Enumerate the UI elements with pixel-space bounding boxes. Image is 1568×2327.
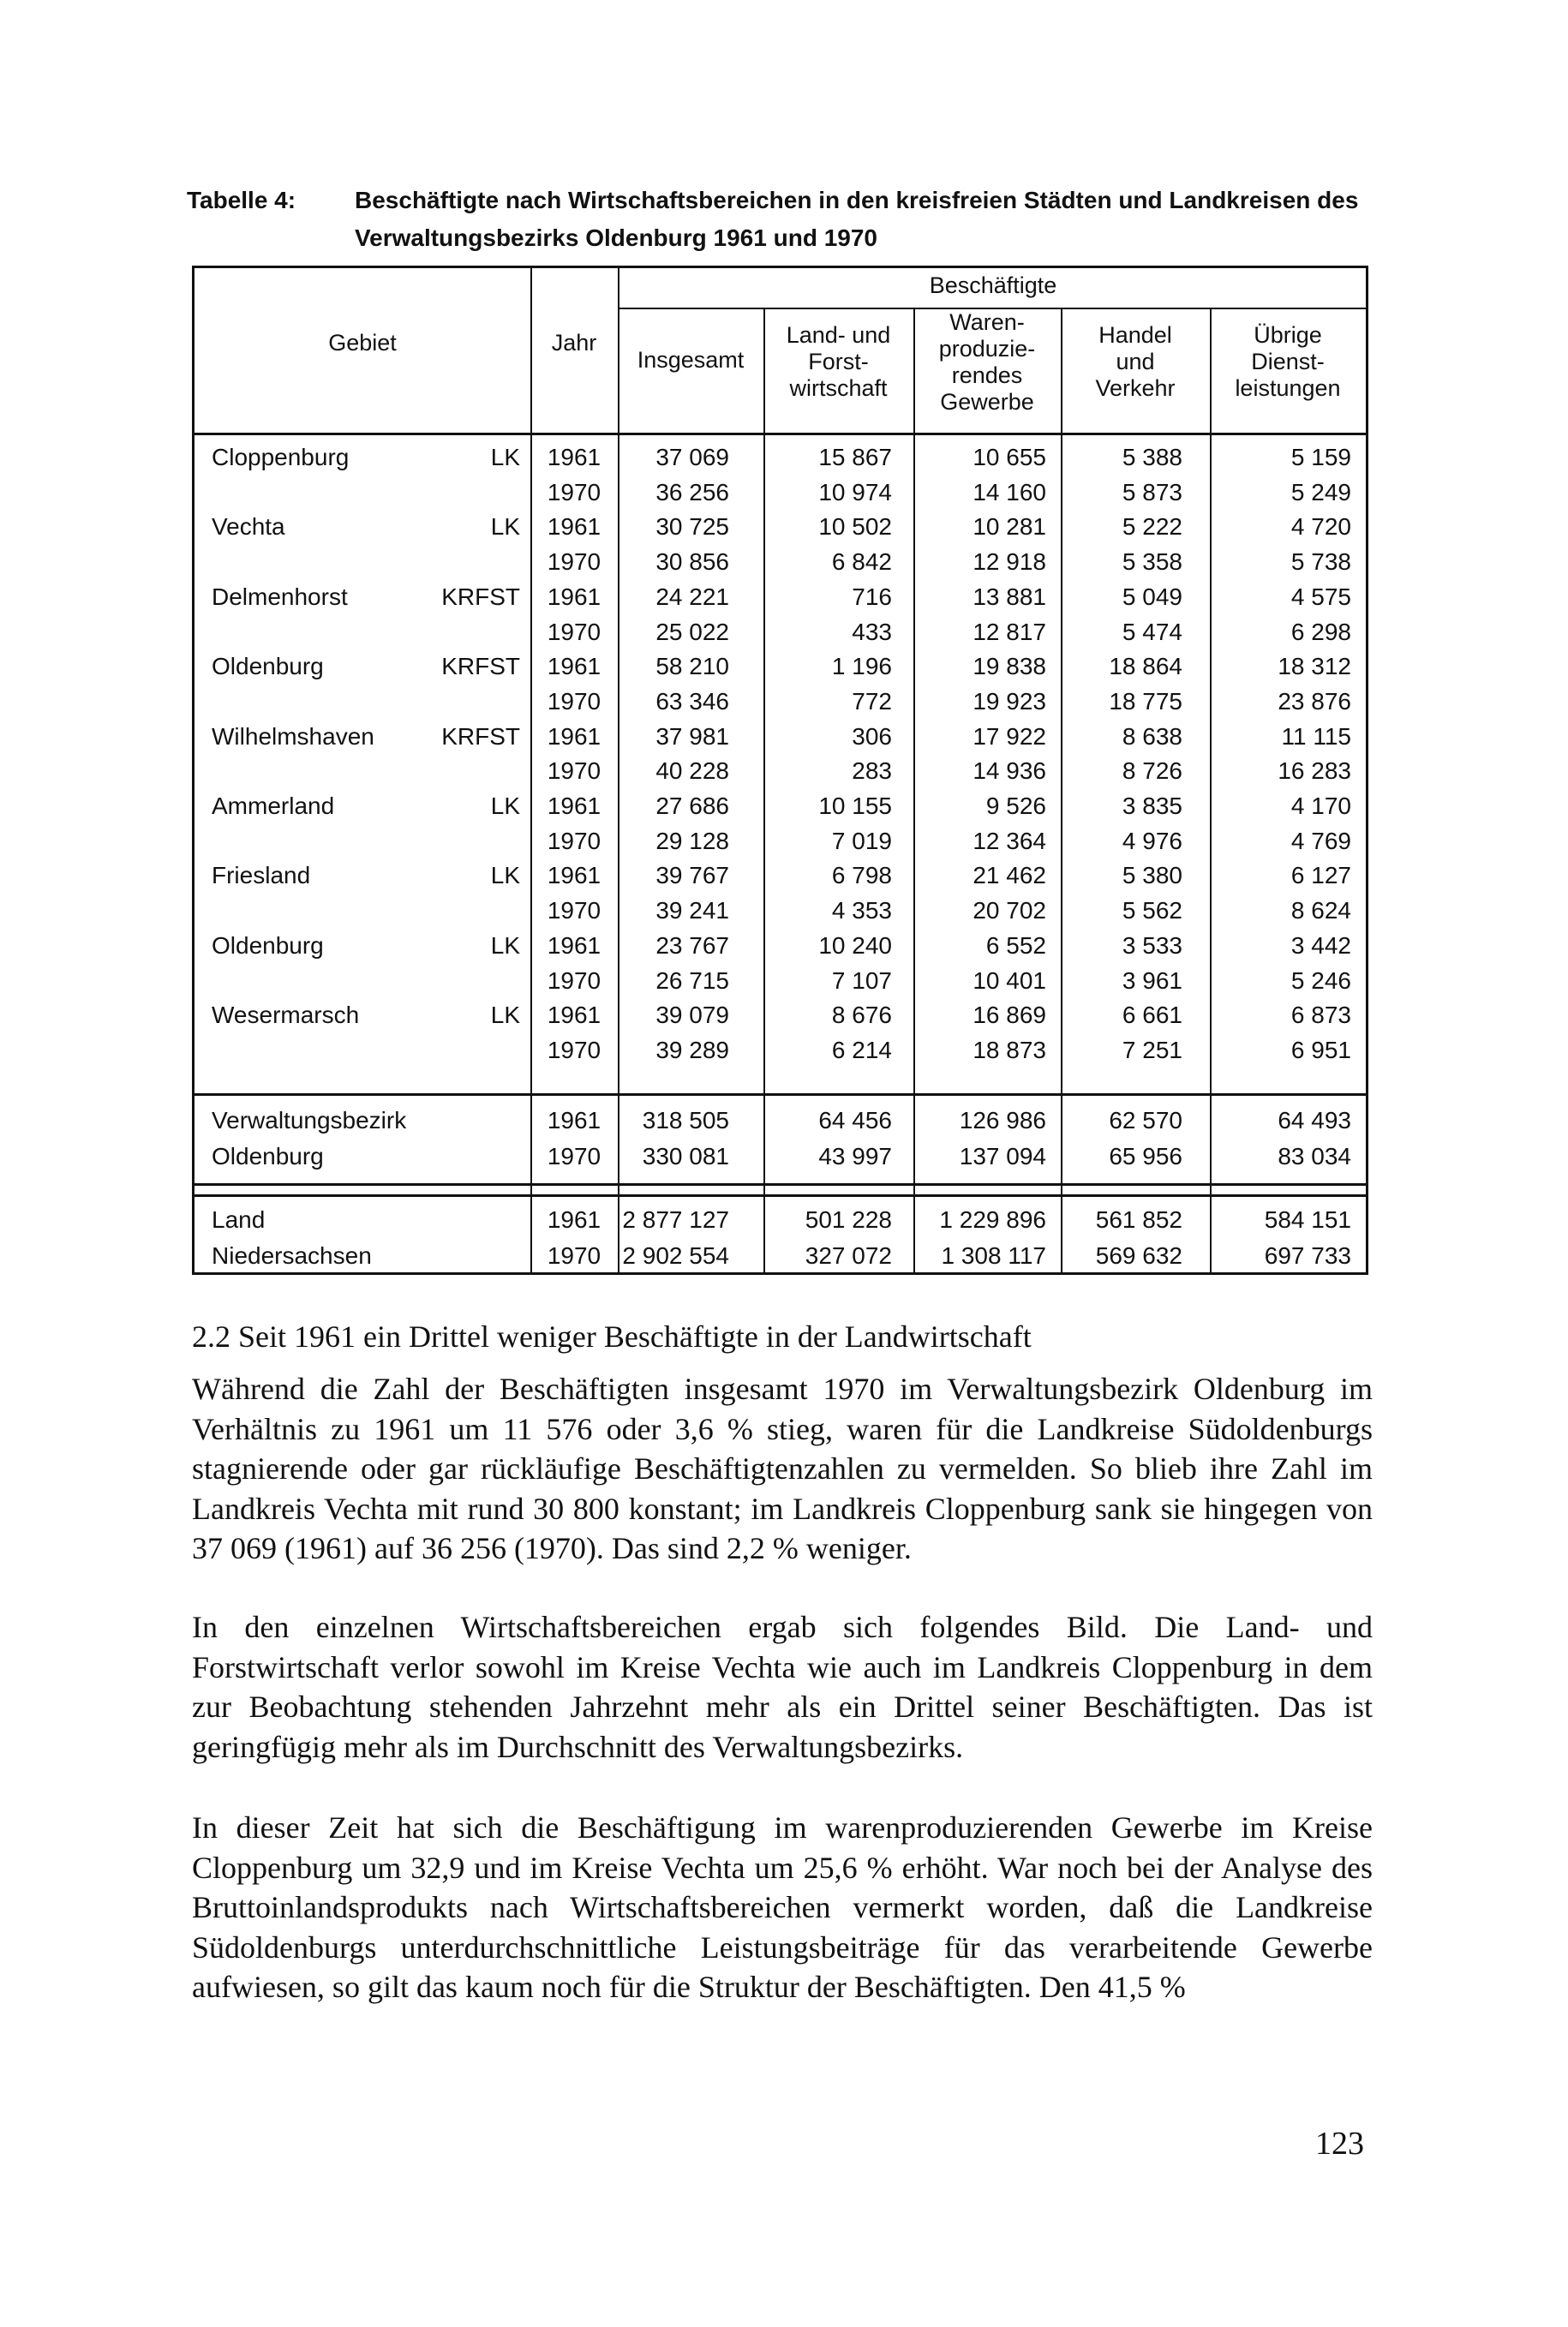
table-row-land: 15 867 [818, 444, 892, 470]
table-row-handel: 3 533 [1122, 931, 1182, 959]
bezirk-row-handel: 65 956 [1109, 1143, 1182, 1169]
table-row-jahr: 1961 [547, 653, 601, 680]
table-row-waren: 14 936 [973, 757, 1046, 785]
table-row-jahr: 1970 [547, 618, 601, 645]
table-row-ueb: 5 246 [1290, 966, 1351, 994]
bezirk-rule [195, 1093, 1368, 1096]
table-row-handel: 8 638 [1122, 722, 1182, 750]
table-row-gebiet: Oldenburg [212, 931, 324, 959]
table-row-ins: 23 767 [655, 931, 729, 959]
table-row-waren: 10 655 [973, 444, 1046, 470]
land-row-land: 501 228 [805, 1206, 892, 1233]
table-row-jahr: 1970 [547, 1036, 601, 1063]
table-row-gebiet: Oldenburg [212, 653, 324, 680]
header-handel [1061, 322, 1210, 402]
table-row-land: 433 [852, 618, 892, 645]
header-line: und [1116, 349, 1155, 374]
table-row-ueb: 4 720 [1290, 513, 1351, 541]
table-row-waren: 10 401 [973, 966, 1046, 994]
table-row-ins: 40 228 [655, 757, 729, 785]
table-row-ins: 29 128 [655, 827, 729, 854]
land-row-waren: 1 308 117 [941, 1242, 1046, 1269]
bezirk-row-ins: 330 081 [642, 1143, 729, 1169]
table-row-ueb: 6 298 [1290, 618, 1351, 645]
table-row-handel: 8 726 [1122, 757, 1182, 785]
table-row-ueb: 5 249 [1290, 478, 1351, 505]
table-row-typ: LK [490, 931, 520, 959]
table-row-ins: 25 022 [655, 618, 729, 645]
table-row-land: 4 353 [831, 897, 892, 924]
table-row-ueb: 5 159 [1290, 444, 1351, 470]
table-row-jahr: 1970 [547, 757, 601, 785]
table-row-ueb: 6 951 [1290, 1036, 1351, 1063]
land-row-jahr: 1961 [547, 1206, 601, 1233]
table-row-jahr: 1970 [547, 478, 601, 505]
table-row-gebiet: Wesermarsch [212, 1002, 360, 1029]
employment-table [192, 266, 1368, 1275]
table-row-ueb: 4 769 [1290, 827, 1351, 854]
table-row-land: 1 196 [831, 653, 892, 680]
header-bottom-rule [195, 433, 1368, 435]
table-row-handel: 7 251 [1122, 1036, 1182, 1063]
table-row-ueb: 3 442 [1290, 931, 1351, 959]
table-row-handel: 5 222 [1122, 513, 1182, 541]
table-row-ins: 36 256 [655, 478, 729, 505]
land-row-ueb: 697 733 [1264, 1242, 1351, 1269]
table-row-land: 6 842 [831, 548, 892, 576]
table-row-ins: 39 767 [655, 862, 729, 889]
land-row-ueb: 584 151 [1264, 1206, 1351, 1233]
table-row-ins: 37 069 [655, 444, 729, 470]
table-row-land: 7 107 [831, 966, 892, 994]
table-row-ins: 39 079 [655, 1002, 729, 1029]
table-row-land: 6 798 [831, 862, 892, 889]
table-row-land: 6 214 [831, 1036, 892, 1063]
table-row-handel: 3 961 [1122, 966, 1182, 994]
land-row-handel: 569 632 [1095, 1242, 1182, 1269]
bezirk-row-handel: 62 570 [1109, 1107, 1182, 1134]
header-land-forst [763, 322, 913, 402]
table-row-ins: 27 686 [655, 793, 729, 819]
table-row-jahr: 1961 [547, 931, 601, 959]
table-row-ins: 58 210 [655, 653, 729, 680]
header-line: Dienst- [1251, 349, 1325, 374]
table-row-jahr: 1970 [547, 966, 601, 994]
table-row-gebiet: Wilhelmshaven [212, 722, 374, 750]
table-row-waren: 10 281 [973, 513, 1046, 541]
paragraph-1: Während die Zahl der Beschäftigten insgesamt 1970 im Verwaltungsbezirk Oldenburg im Verhältnis zu 1961 um 11 576 oder 3,6 % stieg, waren für die Landkreise Südoldenburgs stagnierende oder gar rückläufige Beschäftigtenzahlen zu vermelden. So blieb ihre Zahl im Landkreis Vechta mit rund 30 800 konstant; im Landkreis Cloppenburg sank sie hingegen von 37 069 (1961) auf 36 256 (1970). Das sind 2,2 % weniger. [192, 1372, 1373, 1565]
table-row-waren: 19 838 [973, 653, 1046, 680]
bezirk-row-gebiet: Oldenburg [212, 1143, 324, 1169]
table-row-jahr: 1961 [547, 444, 601, 470]
table-row-ueb: 6 127 [1290, 862, 1351, 889]
header-line: Forst- [808, 349, 869, 374]
table-row-gebiet: Ammerland [212, 793, 335, 819]
bezirk-row-waren: 126 986 [959, 1107, 1046, 1134]
caption-text: Beschäftigte nach Wirtschaftsbereichen in den kreisfreien Städten und Landkreisen des Verwaltungsbezirks Oldenburg 1961 und 1970 [355, 187, 1359, 251]
table-row-ins: 26 715 [655, 966, 729, 994]
table-row-land: 716 [852, 583, 892, 610]
bezirk-row-gebiet: Verwaltungsbezirk [212, 1107, 407, 1134]
table-row-jahr: 1961 [547, 862, 601, 889]
header-insgesamt: Insgesamt [637, 347, 745, 373]
bezirk-row-ueb: 64 493 [1278, 1107, 1351, 1134]
table-row-land: 10 155 [818, 793, 892, 819]
table-row-waren: 21 462 [973, 862, 1046, 889]
header-line: Verkehr [1095, 375, 1176, 401]
table-row-gebiet: Cloppenburg [212, 444, 350, 470]
bezirk-row-waren: 137 094 [959, 1143, 1046, 1169]
table-row-waren: 12 817 [973, 618, 1046, 645]
table-row-handel: 18 775 [1109, 687, 1182, 715]
table-row-jahr: 1970 [547, 548, 601, 576]
land-row-land: 327 072 [805, 1242, 892, 1269]
header-gebiet: Gebiet [328, 330, 397, 356]
paragraph-3: In dieser Zeit hat sich die Beschäftigung im warenproduzierenden Gewerbe im Kreise Cloppenburg um 32,9 und im Kreise Vechta um 25,6 % erhöht. War noch bei der Analyse des Bruttoinlandsprodukts nach Wirtschaftsbereichen vermerkt worden, daß die Landkreise Südoldenburgs unterdurchschnittliche Leistungsbeiträge für das verarbeitende Gewerbe aufwiesen, so gilt das kaum noch für die Struktur der Beschäftigten. Den 41,5 % [192, 1810, 1373, 2004]
table-row-waren: 9 526 [985, 793, 1046, 819]
table-row-handel: 5 380 [1122, 862, 1182, 889]
header-line: wirtschaft [789, 375, 888, 401]
bezirk-row-land: 64 456 [818, 1107, 892, 1134]
table-row-jahr: 1970 [547, 687, 601, 715]
header-beschaeftigte: Beschäftigte [929, 272, 1057, 298]
header-line: leistungen [1235, 375, 1341, 401]
table-row-jahr: 1961 [547, 793, 601, 819]
table-row-waren: 16 869 [973, 1002, 1046, 1029]
table-row-ueb: 4 575 [1290, 583, 1351, 610]
header-line: Übrige [1254, 322, 1322, 348]
table-row-waren: 13 881 [973, 583, 1046, 610]
header-line: rendes [951, 362, 1023, 388]
table-row-ins: 39 289 [655, 1036, 729, 1063]
table-row-waren: 14 160 [973, 478, 1046, 505]
table-row-ueb: 18 312 [1278, 653, 1351, 680]
table-row-ins: 30 725 [655, 513, 729, 541]
table-row-waren: 17 922 [973, 722, 1046, 750]
table-row-land: 283 [852, 757, 892, 785]
table-row-handel: 5 873 [1122, 478, 1182, 505]
table-row-handel: 6 661 [1122, 1002, 1182, 1029]
table-row-ins: 30 856 [655, 548, 729, 576]
table-row-land: 10 974 [818, 478, 892, 505]
header-line: Handel [1098, 322, 1172, 348]
table-row-waren: 19 923 [973, 687, 1046, 715]
table-row-typ: LK [490, 513, 520, 541]
land-row-waren: 1 229 896 [939, 1206, 1046, 1233]
table-row-ueb: 16 283 [1278, 757, 1351, 785]
bezirk-row-jahr: 1961 [547, 1107, 601, 1134]
header-line: Gewerbe [940, 389, 1034, 415]
table-row-jahr: 1961 [547, 583, 601, 610]
table-row-jahr: 1961 [547, 513, 601, 541]
table-row-ueb: 4 170 [1290, 793, 1351, 819]
table-row-waren: 18 873 [973, 1036, 1046, 1063]
table-row-ins: 24 221 [655, 583, 729, 610]
table-row-typ: LK [490, 793, 520, 819]
table-row-ueb: 23 876 [1278, 687, 1351, 715]
bezirk-row-ueb: 83 034 [1278, 1143, 1351, 1169]
caption-label: Tabelle 4: [187, 187, 296, 213]
table-row-typ: KRFST [441, 583, 520, 610]
land-row-ins: 2 902 554 [622, 1242, 729, 1269]
table-row-land: 10 240 [818, 931, 892, 959]
table-row-ins: 63 346 [655, 687, 729, 715]
section-heading: 2.2 Seit 1961 ein Drittel weniger Beschäftigte in der Landwirtschaft [192, 1319, 1032, 1354]
table-row-ins: 37 981 [655, 722, 729, 750]
table-row-waren: 6 552 [985, 931, 1046, 959]
table-row-gebiet: Delmenhorst [212, 583, 348, 610]
table-row-waren: 12 918 [973, 548, 1046, 576]
table-row-typ: LK [490, 862, 520, 889]
table-row-handel: 5 358 [1122, 548, 1182, 576]
table-row-land: 8 676 [831, 1002, 892, 1029]
table-row-jahr: 1961 [547, 722, 601, 750]
header-jahr: Jahr [551, 330, 597, 356]
land-row-gebiet: Niedersachsen [212, 1242, 372, 1269]
table-row-handel: 5 388 [1122, 444, 1182, 470]
paragraph-2: In den einzelnen Wirtschaftsbereichen ergab sich folgendes Bild. Die Land- und Forstwirtschaft verlor sowohl im Kreise Vechta wie auch im Landkreis Cloppenburg in dem zur Beobachtung stehenden Jahrzehnt mehr als ein Drittel seiner Beschäftigten. Das ist geringfügig mehr als im Durchschnitt des Verwaltungsbezirks. [192, 1610, 1373, 1764]
table-row-ueb: 8 624 [1290, 897, 1351, 924]
table-row-jahr: 1970 [547, 897, 601, 924]
table-row-handel: 5 049 [1122, 583, 1182, 610]
land-row-jahr: 1970 [547, 1242, 601, 1269]
header-line: produzie- [938, 336, 1036, 362]
table-row-handel: 3 835 [1122, 793, 1182, 819]
table-row-typ: LK [490, 1002, 520, 1029]
table-row-waren: 12 364 [973, 827, 1046, 854]
land-row-handel: 561 852 [1095, 1206, 1182, 1233]
header-line: Waren- [949, 309, 1025, 335]
table-row-ins: 39 241 [655, 897, 729, 924]
table-row-land: 10 502 [818, 513, 892, 541]
header-divider [618, 308, 1368, 309]
table-row-handel: 4 976 [1122, 827, 1182, 854]
table-row-handel: 18 864 [1109, 653, 1182, 680]
land-row-ins: 2 877 127 [622, 1206, 729, 1233]
table-row-jahr: 1970 [547, 827, 601, 854]
bezirk-rule-2 [195, 1183, 1368, 1186]
table-row-waren: 20 702 [973, 897, 1046, 924]
bezirk-row-jahr: 1970 [547, 1143, 601, 1169]
table-row-land: 306 [852, 722, 892, 750]
table-row-typ: LK [490, 444, 520, 470]
land-row-gebiet: Land [212, 1206, 266, 1233]
land-rule [195, 1194, 1368, 1197]
table-row-gebiet: Vechta [212, 513, 285, 541]
table-row-typ: KRFST [441, 653, 520, 680]
table-row-land: 7 019 [831, 827, 892, 854]
bezirk-row-ins: 318 505 [642, 1107, 729, 1134]
table-row-land: 772 [852, 687, 892, 715]
header-line: Land- und [786, 322, 891, 348]
table-row-typ: KRFST [441, 722, 520, 750]
table-row-handel: 5 562 [1122, 897, 1182, 924]
header-uebrige [1210, 322, 1366, 402]
bezirk-row-land: 43 997 [818, 1143, 892, 1169]
table-row-ueb: 5 738 [1290, 548, 1351, 576]
page-number: 123 [1315, 2126, 1364, 2162]
table-row-gebiet: Friesland [212, 862, 311, 889]
table-row-ueb: 6 873 [1290, 1002, 1351, 1029]
header-waren [913, 309, 1061, 416]
table-row-handel: 5 474 [1122, 618, 1182, 645]
table-row-ueb: 11 115 [1281, 722, 1351, 750]
table-row-jahr: 1961 [547, 1002, 601, 1029]
